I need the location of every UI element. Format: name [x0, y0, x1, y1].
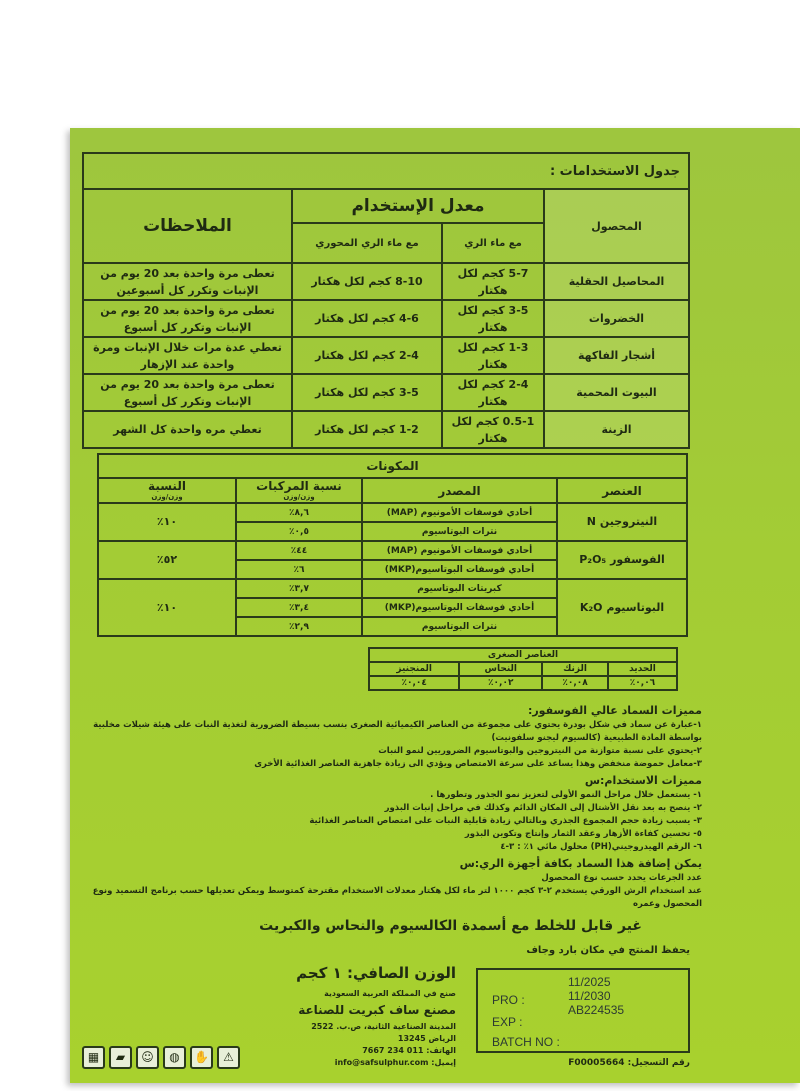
usage-crop: الزينة — [544, 411, 689, 448]
usage-irrigation: 1-3 كجم لكل هكتار — [442, 337, 544, 374]
text-line: ٢-يحتوي على نسبة متوازنة من النيتروجين والبوتاسيوم الضروريين لنمو النبات — [378, 746, 702, 756]
usage-notes: تعطي عدة مرات خلال الإنبات ومرة واحدة عند الإزهار — [83, 337, 292, 374]
header-element: العنصر — [557, 478, 687, 503]
address-city: الرياض 13245 — [397, 1034, 456, 1043]
component-value: ٠,٥٪ — [236, 522, 362, 541]
pro-label: PRO : — [492, 993, 525, 1007]
component-ratio: ٥٢٪ — [98, 541, 236, 579]
usage-irrigation: 5-7 كجم لكل هكتار — [442, 263, 544, 300]
footer — [82, 964, 690, 1069]
usage-row — [83, 374, 689, 411]
components-table — [97, 453, 688, 637]
usage-row — [83, 411, 689, 448]
exp-date: 11/2030 — [568, 989, 611, 1003]
batch-box — [476, 968, 690, 1053]
text-line: ٢- ينصح به بعد نقل الأشتال إلى المكان الدائم وكذلك في مراحل إنبات البذور — [384, 803, 702, 813]
ratio-label: النسبة — [148, 479, 186, 493]
gloves-icon: ✋ — [190, 1046, 213, 1069]
usage-crop: البيوت المحمية — [544, 374, 689, 411]
component-row — [98, 579, 687, 598]
usage-irrigation: 3-5 كجم لكل هكتار — [442, 300, 544, 337]
usage-notes: تعطى مرة واحدة بعد 20 يوم من الإنبات وتكرر كل أسبوع — [83, 300, 292, 337]
component-source: كبريتات البوتاسيوم — [362, 579, 557, 598]
component-source: أحادي فوسفات الأمونيوم (MAP) — [362, 503, 557, 522]
component-element: النيتروجين N — [557, 503, 687, 541]
text-line: ١-عبارة عن سماد في شكل بودرة يحتوي على مجموعة من العناصر الكيميائية الصغرى بنسب بسيطة الضرورية لتغذية النبات على هيئة شيلات مخلبية بواسطة المادة الطبيعية (كالسيوم ليجنو سلفونيت) — [93, 720, 702, 743]
usage-features-title: مميزات الاستخدام:س — [584, 774, 702, 787]
no-children-icon: ⚠ — [217, 1046, 240, 1069]
usage-axial: 8-10 كجم لكل هكتار — [292, 263, 442, 300]
face-shield-icon: ☺ — [136, 1046, 159, 1069]
phone: الهاتف: 011 234 7667 — [362, 1046, 456, 1055]
text-line: عند استخدام الرش الورقي يستخدم ٢-٣ كجم ١٠٠٠ لتر ماء لكل هكتار معدلات الاستخدام مقترحة كمتوسط ويمكن تعديلها حسب برنامج التسميد ونوع المحصول وعمره — [92, 886, 702, 909]
component-value: ٢,٩٪ — [236, 617, 362, 636]
irrigation-title: يمكن إضافة هذا السماد بكافة أجهزة الري:س — [459, 857, 702, 870]
trace-name: النحاس — [459, 662, 542, 676]
usage-axial: 1-2 كجم لكل هكتار — [292, 411, 442, 448]
read-label-icon: ▦ — [82, 1046, 105, 1069]
component-row — [98, 541, 687, 560]
unit-label: وزن/وزن — [151, 493, 183, 501]
trace-title: العناصر الصغرى — [369, 648, 677, 662]
text-line: ١- يستعمل خلال مراحل النمو الأولى لتعزيز نمو الجذور وتطورها . — [430, 790, 702, 800]
safety-icons — [82, 1046, 240, 1069]
net-weight: الوزن الصافي: ١ كجم — [296, 964, 456, 982]
usage-title: جدول الاستخدامات : — [83, 153, 689, 189]
text-line: ٥- تحسين كفاءة الأزهار وعقد الثمار وإنتاج وتكوين البذور — [464, 829, 702, 839]
usage-crop: أشجار الفاكهة — [544, 337, 689, 374]
manufacturer-info — [286, 964, 456, 1069]
unit-label: وزن/وزن — [283, 493, 315, 501]
header-rate: معدل الإستخدام — [292, 189, 544, 223]
address-line: المدينة الصناعية الثانية، ص.ب. 2522 — [311, 1022, 456, 1031]
trace-value: ٠,٠٨٪ — [542, 676, 608, 690]
usage-axial: 4-6 كجم لكل هكتار — [292, 300, 442, 337]
boots-icon: ▰ — [109, 1046, 132, 1069]
trace-elements-table — [368, 647, 678, 691]
features-title: مميزات السماد عالي الفوسفور: — [527, 704, 702, 717]
pro-date: 11/2025 — [568, 975, 611, 989]
usage-row — [83, 300, 689, 337]
usage-row — [83, 337, 689, 374]
component-element: الفوسفور P₂O₅ — [557, 541, 687, 579]
usage-row — [83, 263, 689, 300]
component-value: ٦٪ — [236, 560, 362, 579]
trace-name: المنجنيز — [369, 662, 459, 676]
usage-crop: الخضروات — [544, 300, 689, 337]
storage-note: يحفظ المنتج في مكان بارد وجاف — [526, 945, 690, 956]
batch-label: BATCH NO : — [492, 1035, 560, 1049]
exp-label: EXP : — [492, 1015, 523, 1029]
header-compound-ratio — [236, 478, 362, 503]
text-line: ٣- يسبب زيادة حجم المجموع الجذري وبالتالي زيادة قابلية النبات على امتصاص العناصر الغذائية — [309, 816, 702, 826]
email: إيميل: info@safsulphur.com — [334, 1058, 456, 1067]
component-value: ٤٤٪ — [236, 541, 362, 560]
component-row — [98, 503, 687, 522]
header-axial: مع ماء الري المحوري — [292, 223, 442, 263]
box-panel — [70, 128, 800, 1083]
text-line: ٦- الرقم الهيدروجيني(PH) محلول مائي ١٪ : ٣-٤ — [500, 842, 702, 852]
components-title: المكونات — [98, 454, 687, 478]
component-source: نترات البوتاسيوم — [362, 522, 557, 541]
registration-number: رقم التسجيل: F00005664 — [568, 1058, 690, 1068]
mixing-warning: غير قابل للخلط مع أسمدة الكالسيوم والنحاس والكبريت — [259, 918, 642, 934]
component-source: أحادي فوسفات البوتاسيوم(MKP) — [362, 598, 557, 617]
text-line: عدد الجرعات يحدد حسب نوع المحصول — [541, 873, 702, 883]
batch-number: AB224535 — [568, 1003, 625, 1017]
component-ratio: ١٠٪ — [98, 503, 236, 541]
made-in: صنع في المملكة العربية السعودية — [324, 989, 456, 998]
component-element: البوتاسيوم K₂O — [557, 579, 687, 636]
description — [82, 703, 702, 936]
compound-ratio-label: نسبة المركبات — [256, 479, 342, 493]
text-line: ٣-معامل حموضة منخفض وهذا يساعد على سرعة الامتصاص ويؤدي الى زيادة جاهزية العناصر الغذائية الأخرى — [254, 759, 702, 769]
component-source: نترات البوتاسيوم — [362, 617, 557, 636]
header-crop: المحصول — [544, 189, 689, 263]
component-value: ٣,٧٪ — [236, 579, 362, 598]
component-value: ٣,٤٪ — [236, 598, 362, 617]
header-source: المصدر — [362, 478, 557, 503]
header-irrigation: مع ماء الري — [442, 223, 544, 263]
usage-axial: 2-4 كجم لكل هكتار — [292, 337, 442, 374]
usage-irrigation: 2-4 كجم لكل هكتار — [442, 374, 544, 411]
trace-name: الحديد — [608, 662, 677, 676]
usage-table — [82, 152, 690, 449]
trace-value: ٠,٠٢٪ — [459, 676, 542, 690]
trace-value: ٠,٠٦٪ — [608, 676, 677, 690]
trace-value: ٠,٠٤٪ — [369, 676, 459, 690]
header-notes: الملاحظات — [83, 189, 292, 263]
usage-notes: تعطي مره واحدة كل الشهر — [83, 411, 292, 448]
header-ratio — [98, 478, 236, 503]
mask-icon: ◍ — [163, 1046, 186, 1069]
usage-irrigation: 0.5-1 كجم لكل هكتار — [442, 411, 544, 448]
usage-crop: المحاصيل الحقلية — [544, 263, 689, 300]
component-ratio: ١٠٪ — [98, 579, 236, 636]
component-value: ٨,٦٪ — [236, 503, 362, 522]
trace-name: الزنك — [542, 662, 608, 676]
component-source: أحادي فوسفات الأمونيوم (MAP) — [362, 541, 557, 560]
usage-notes: تعطى مرة واحدة بعد 20 يوم من الإنبات وتكرر كل أسبوعين — [83, 263, 292, 300]
usage-axial: 3-5 كجم لكل هكتار — [292, 374, 442, 411]
factory-name: مصنع ساف كبريت للصناعة — [298, 1003, 456, 1017]
usage-notes: تعطى مرة واحدة بعد 20 يوم من الإنبات وتكرر كل أسبوع — [83, 374, 292, 411]
component-source: أحادي فوسفات البوتاسيوم(MKP) — [362, 560, 557, 579]
